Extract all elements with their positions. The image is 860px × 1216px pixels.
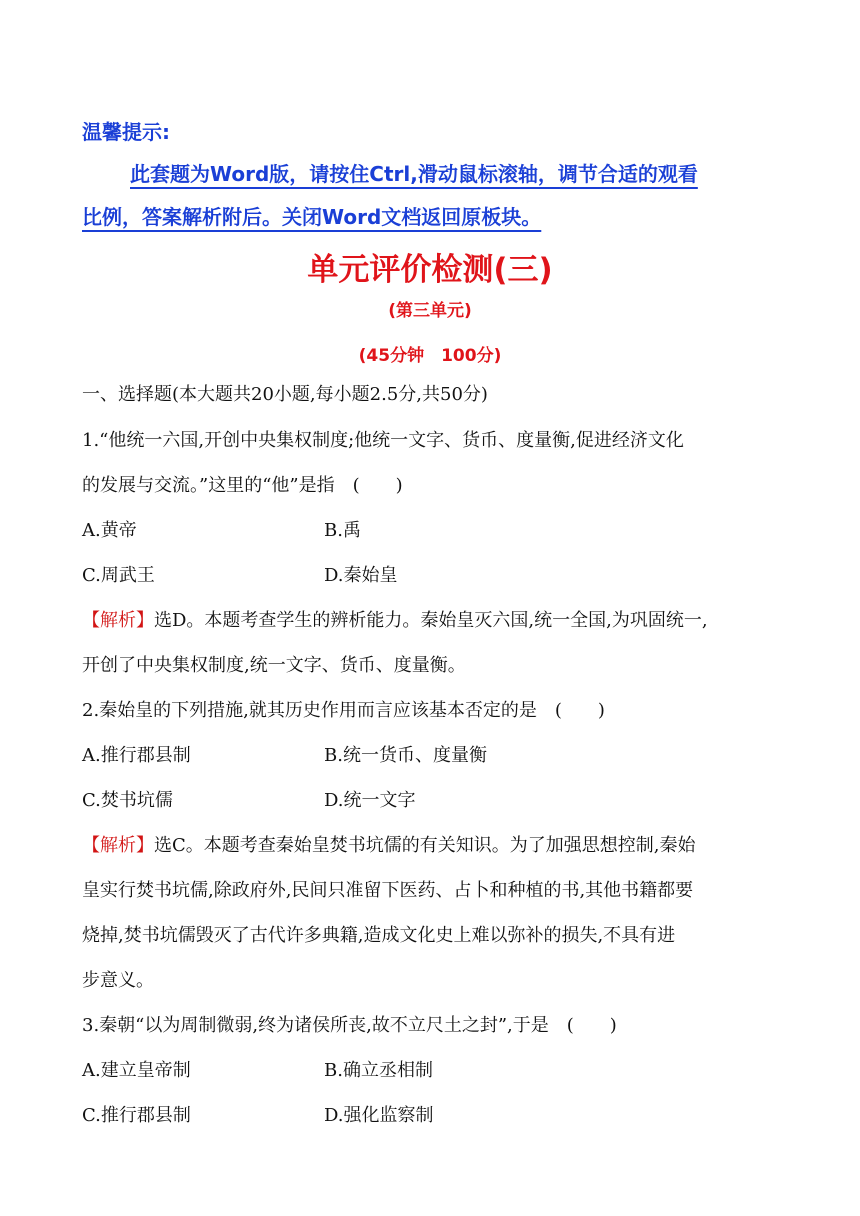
analysis-tag: 【解析】: [82, 835, 154, 856]
analysis-text: 选D。本题考查学生的辨析能力。秦始皇灭六国,统一全国,为巩固统一,: [154, 610, 708, 631]
section-heading: 一、选择题(本大题共20小题,每小题2.5分,共50分): [82, 384, 488, 405]
question-text-line: 1.“他统一六国,开创中央集权制度;他统一文字、货币、度量衡,促进经济文化: [82, 430, 684, 451]
option-d: D.强化监察制: [324, 1105, 434, 1126]
analysis-line: 开创了中央集权制度,统一文字、货币、度量衡。: [82, 655, 466, 676]
analysis-line: [82, 612, 708, 630]
option-a: A.推行郡县制: [82, 745, 191, 766]
option-b: B.统一货币、度量衡: [324, 745, 487, 766]
option-b: B.禹: [324, 520, 361, 541]
tip-link-line-2[interactable]: 比例，答案解析附后。关闭Word文档返回原板块。: [82, 205, 542, 229]
question-text-line: 3.秦朝“以为周制微弱,终为诸侯所丧,故不立尺土之封”,于是 ( ): [82, 1015, 617, 1036]
analysis-line: 烧掉,焚书坑儒毁灭了古代许多典籍,造成文化史上难以弥补的损失,不具有进: [82, 925, 676, 946]
option-d: D.统一文字: [324, 790, 416, 811]
analysis-line: [82, 837, 696, 855]
analysis-tag: 【解析】: [82, 610, 154, 631]
option-c: C.推行郡县制: [82, 1105, 191, 1126]
analysis-text: 选C。本题考查秦始皇焚书坑儒的有关知识。为了加强思想控制,秦始: [154, 835, 696, 856]
time-score-line: (45分钟 100分): [358, 346, 502, 366]
tip-link-line-1[interactable]: 此套题为Word版，请按住Ctrl,滑动鼠标滚轴，调节合适的观看: [130, 162, 698, 186]
option-d: D.秦始皇: [324, 565, 398, 586]
analysis-line: 皇实行焚书坑儒,除政府外,民间只准留下医药、占卜和种植的书,其他书籍都要: [82, 880, 694, 901]
option-a: A.黄帝: [82, 520, 137, 541]
question-text-line: 2.秦始皇的下列措施,就其历史作用而言应该基本否定的是 ( ): [82, 700, 605, 721]
unit-subtitle: (第三单元): [388, 301, 472, 321]
option-b: B.确立丞相制: [324, 1060, 433, 1081]
analysis-line: 步意义。: [82, 970, 154, 991]
option-c: C.焚书坑儒: [82, 790, 173, 811]
question-text-line: 的发展与交流。”这里的“他”是指 ( ): [82, 475, 403, 496]
page-title: 单元评价检测(三): [307, 252, 553, 288]
tip-heading: 温馨提示:: [82, 120, 170, 144]
option-c: C.周武王: [82, 565, 155, 586]
option-a: A.建立皇帝制: [82, 1060, 191, 1081]
